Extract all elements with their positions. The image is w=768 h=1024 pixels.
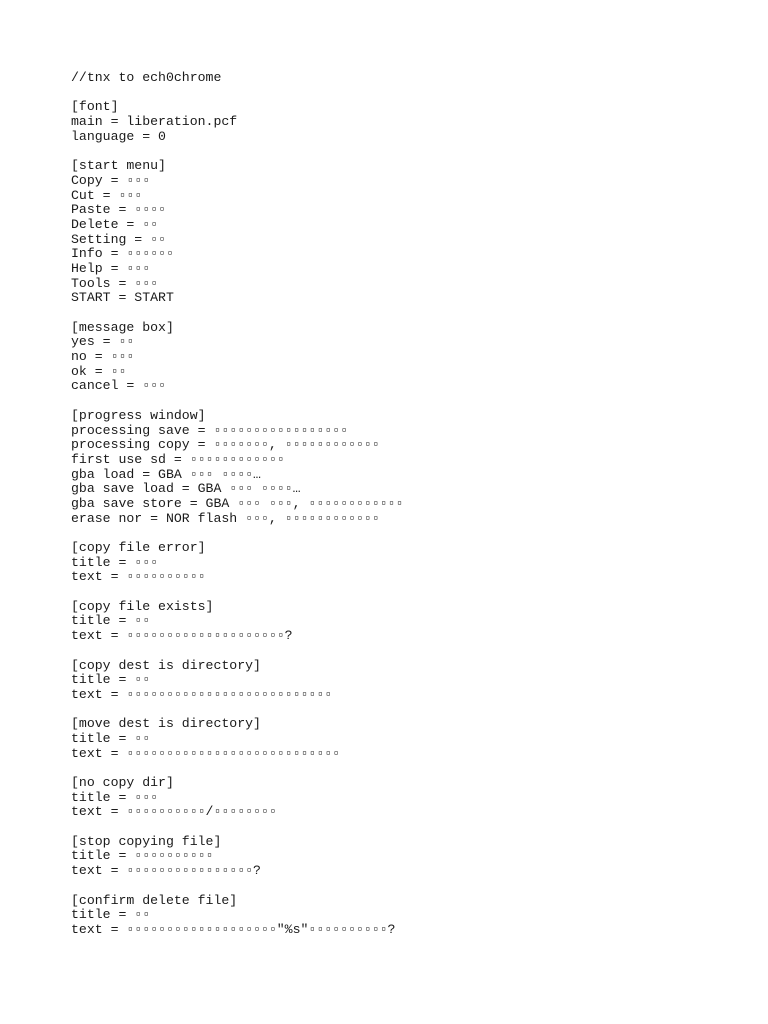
blank-line — [71, 585, 751, 600]
blank-line — [71, 526, 751, 541]
setting-line: text = ▫▫▫▫▫▫▫▫▫▫▫▫▫▫▫▫▫▫▫"%s"▫▫▫▫▫▫▫▫▫▫? — [71, 921, 396, 937]
setting-line: Help = ▫▫▫ — [71, 260, 151, 276]
setting-line: processing copy = ▫▫▫▫▫▫▫, ▫▫▫▫▫▫▫▫▫▫▫▫ — [71, 437, 380, 453]
setting-line: gba save load = GBA ▫▫▫ ▫▫▫▫… — [71, 481, 301, 497]
blank-line — [71, 761, 751, 776]
section-header-font: [font] — [71, 99, 119, 115]
section-header-message-box: [message box] — [71, 319, 174, 335]
setting-line: text = ▫▫▫▫▫▫▫▫▫▫/▫▫▫▫▫▫▫▫ — [71, 804, 277, 820]
setting-line: title = ▫▫▫ — [71, 554, 159, 570]
section-header-copy-file-exists: [copy file exists] — [71, 598, 214, 614]
setting-line: language = 0 — [71, 128, 166, 144]
setting-line: text = ▫▫▫▫▫▫▫▫▫▫▫▫▫▫▫▫▫▫▫▫▫▫▫▫▫▫▫ — [71, 745, 341, 761]
blank-line — [71, 394, 751, 409]
setting-line: Setting = ▫▫ — [71, 231, 166, 247]
section-header-copy-dest-is-directory: [copy dest is directory] — [71, 657, 261, 673]
section-header-confirm-delete-file: [confirm delete file] — [71, 892, 238, 908]
setting-line: first use sd = ▫▫▫▫▫▫▫▫▫▫▫▫ — [71, 451, 285, 467]
setting-line: text = ▫▫▫▫▫▫▫▫▫▫ — [71, 569, 206, 585]
blank-line — [71, 703, 751, 718]
setting-line: Info = ▫▫▫▫▫▫ — [71, 246, 174, 262]
setting-line: text = ▫▫▫▫▫▫▫▫▫▫▫▫▫▫▫▫▫▫▫▫? — [71, 628, 293, 644]
setting-line: Cut = ▫▫▫ — [71, 187, 143, 203]
setting-line: title = ▫▫ — [71, 672, 151, 688]
setting-line: processing save = ▫▫▫▫▫▫▫▫▫▫▫▫▫▫▫▫▫ — [71, 422, 348, 438]
setting-line: no = ▫▫▫ — [71, 349, 135, 365]
setting-line: Paste = ▫▫▫▫ — [71, 202, 166, 218]
setting-line: title = ▫▫▫ — [71, 789, 159, 805]
setting-line: ok = ▫▫ — [71, 363, 127, 379]
setting-line: erase nor = NOR flash ▫▫▫, ▫▫▫▫▫▫▫▫▫▫▫▫ — [71, 510, 380, 526]
setting-line: Delete = ▫▫ — [71, 216, 159, 232]
setting-line: Tools = ▫▫▫ — [71, 275, 159, 291]
setting-line: text = ▫▫▫▫▫▫▫▫▫▫▫▫▫▫▫▫? — [71, 863, 261, 879]
blank-line — [71, 144, 751, 159]
text-line: //tnx to ech0chrome — [71, 70, 222, 85]
setting-line: cancel = ▫▫▫ — [71, 378, 166, 394]
setting-line: gba load = GBA ▫▫▫ ▫▫▫▫… — [71, 466, 261, 482]
setting-line: title = ▫▫▫▫▫▫▫▫▫▫ — [71, 848, 214, 864]
setting-line: START = START — [71, 290, 174, 306]
blank-line — [71, 86, 751, 101]
setting-line: title = ▫▫ — [71, 730, 151, 746]
section-header-copy-file-error: [copy file error] — [71, 540, 206, 555]
setting-line: title = ▫▫ — [71, 907, 151, 923]
ini-document — [71, 71, 751, 938]
blank-line — [71, 879, 751, 894]
setting-line: text = ▫▫▫▫▫▫▫▫▫▫▫▫▫▫▫▫▫▫▫▫▫▫▫▫▫▫ — [71, 686, 333, 702]
section-header-start-menu: [start menu] — [71, 158, 166, 174]
blank-line — [71, 644, 751, 659]
setting-line: title = ▫▫ — [71, 613, 151, 629]
section-header-no-copy-dir: [no copy dir] — [71, 775, 174, 790]
setting-line: main = liberation.pcf — [71, 114, 238, 130]
section-header-move-dest-is-directory: [move dest is directory] — [71, 716, 261, 732]
section-header-stop-copying-file: [stop copying file] — [71, 833, 222, 849]
blank-line — [71, 306, 751, 321]
setting-line: yes = ▫▫ — [71, 334, 135, 350]
setting-line: Copy = ▫▫▫ — [71, 172, 151, 188]
setting-line: gba save store = GBA ▫▫▫ ▫▫▫, ▫▫▫▫▫▫▫▫▫▫▫▫ — [71, 495, 404, 511]
section-header-progress-window: [progress window] — [71, 407, 206, 423]
blank-line — [71, 820, 751, 835]
